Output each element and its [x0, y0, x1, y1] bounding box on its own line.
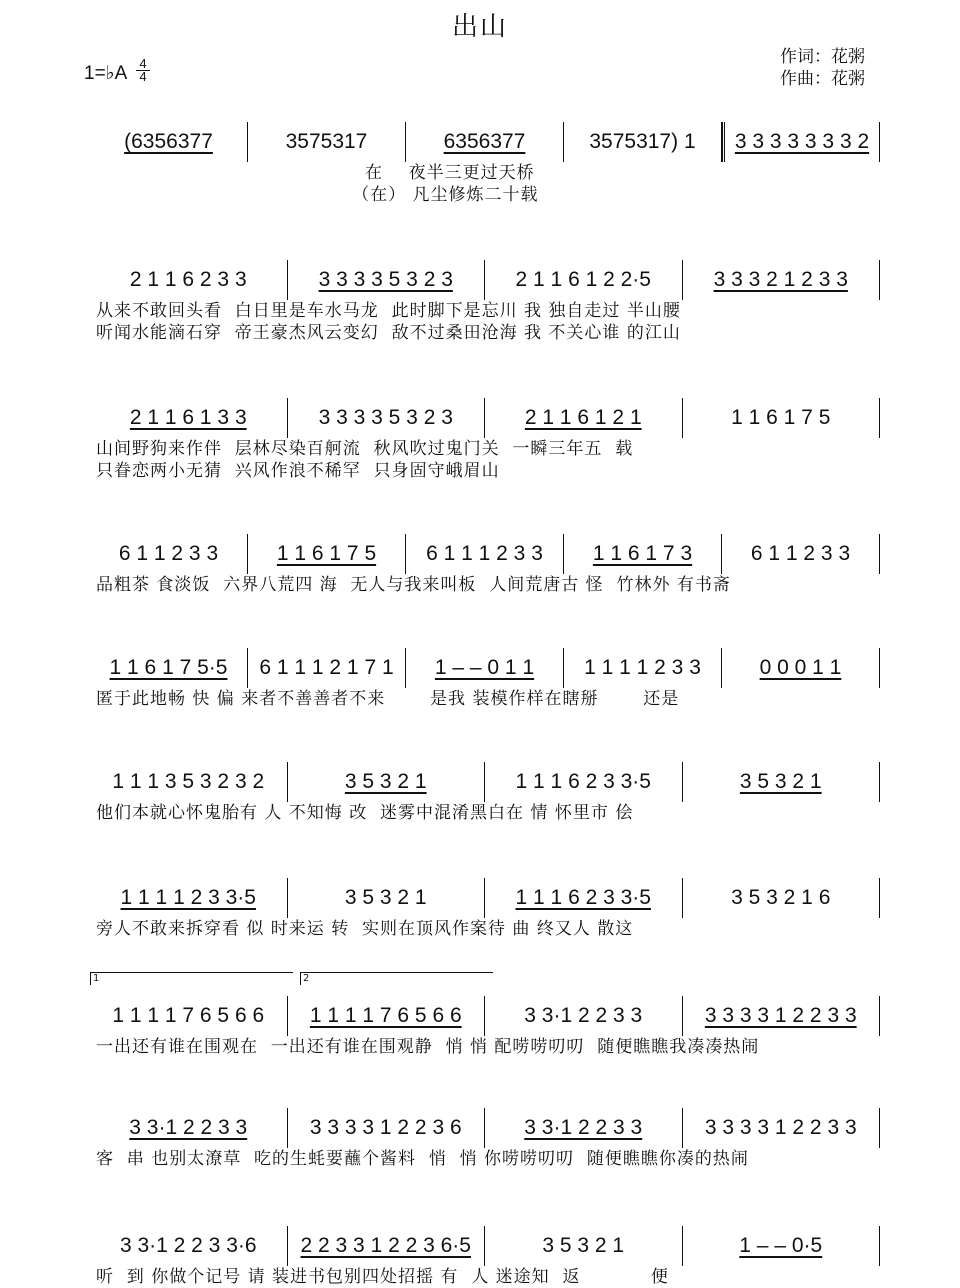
measure — [90, 398, 288, 438]
time-signature-bottom: 4 — [139, 69, 147, 84]
score-system — [90, 534, 880, 596]
measure-notes: 1 1 1 1 2 3 3 — [584, 656, 701, 679]
measure-notes: 1 1 1 6 2 3 3·5 — [515, 770, 651, 793]
lyric-line: 听 到 你做个记号 请 装进书包别四处招摇 有 人 迷途知 返 便 — [96, 1267, 669, 1287]
measure-notes: 2 1 1 6 1 3 3 — [129, 406, 247, 429]
measure-notes: 6 1 1 1 2 3 3 — [426, 542, 543, 565]
page-title: 出山 — [451, 12, 508, 42]
measure — [288, 762, 486, 802]
measure-notes: 1 1 1 6 2 3 3·5 — [515, 886, 651, 909]
measure — [683, 1226, 881, 1266]
measure-notes: 3 3 3 3 1 2 2 3 3 — [704, 1004, 857, 1027]
measure — [564, 122, 722, 162]
measure — [485, 1226, 683, 1266]
measure — [90, 996, 288, 1036]
measure-notes: 1 1 1 1 2 3 3·5 — [120, 886, 256, 909]
measure-notes: 3 5 3 2 1 — [344, 770, 427, 793]
score-system — [90, 1226, 880, 1288]
measure-notes: 3 5 3 2 1 — [344, 886, 427, 909]
measure — [90, 762, 288, 802]
lyric-line: 一出还有谁在围观在 一出还有谁在围观静 悄 悄 配唠唠叨叨 随便瞧瞧我凑凑热闹 — [96, 1037, 760, 1057]
measure-notes: 3 5 3 2 1 — [739, 770, 822, 793]
lyric-line: 山间野狗来作伴 层林尽染百舸流 秋风吹过鬼门关 一瞬三年五 载 — [96, 439, 634, 459]
measure-notes: 2 1 1 6 1 2 1 — [524, 406, 642, 429]
score-system — [90, 878, 880, 940]
measure — [683, 260, 881, 300]
measure — [485, 1108, 683, 1148]
measure — [683, 398, 881, 438]
lyric-line: 客 串 也别太潦草 吃的生蚝要蘸个酱料 悄 悄 你唠唠叨叨 随便瞧瞧你凑的热闹 — [96, 1149, 749, 1169]
lyric-line: 在 夜半三更过天桥 — [96, 163, 535, 183]
measure-notes: 6 1 1 2 3 3 — [750, 542, 851, 565]
staff-line — [90, 996, 880, 1036]
measure-notes: 3 3·1 2 2 3 3 — [129, 1116, 248, 1139]
measure — [683, 878, 881, 918]
measure-notes: 1 1 1 3 5 3 2 3 2 — [112, 770, 265, 793]
staff-line — [90, 762, 880, 802]
measure-notes: 3 3·1 2 2 3 3 — [524, 1116, 643, 1139]
volta-bracket: 2 — [300, 972, 493, 985]
measure-notes: 1 1 1 1 7 6 5 6 6 — [112, 1004, 265, 1027]
measure-notes: 6356377 — [443, 130, 526, 153]
measure-notes: 3 5 3 2 1 — [542, 1234, 625, 1257]
measure-notes: 1 – – 0 1 1 — [434, 656, 535, 679]
measure-notes: 3575317 — [285, 130, 368, 153]
staff-line — [90, 122, 880, 162]
measure-notes: 1 1 1 1 7 6 5 6 6 — [309, 1004, 462, 1027]
measure — [485, 398, 683, 438]
measure-notes: 3 3 3 2 1 2 3 3 — [713, 268, 848, 291]
measure-notes: 3575317) 1 — [589, 130, 696, 153]
volta-bracket: 1 — [90, 972, 293, 985]
lyricist-credit: 作词：花粥 — [780, 47, 865, 67]
staff-line — [90, 648, 880, 688]
measure-notes: 2 1 1 6 2 3 3 — [129, 268, 247, 291]
staff-line — [90, 1226, 880, 1266]
score-system — [90, 973, 880, 1058]
measure — [485, 260, 683, 300]
staff-line — [90, 1108, 880, 1148]
credits — [780, 46, 865, 90]
measure — [248, 534, 406, 574]
measure-notes: 3 3·1 2 2 3 3 — [524, 1004, 643, 1027]
time-signature-top: 4 — [136, 58, 150, 71]
key-signature — [84, 62, 127, 85]
measure — [288, 398, 486, 438]
measure — [564, 534, 722, 574]
measure — [564, 648, 722, 688]
measure-notes: 6 1 1 1 2 1 7 1 — [259, 656, 394, 679]
score-system — [90, 1108, 880, 1170]
score-system — [90, 398, 880, 482]
lyric-line: 他们本就心怀鬼胎有 人 不知悔 改 迷雾中混淆黑白在 情 怀里市 侩 — [96, 803, 634, 823]
measure — [248, 648, 406, 688]
score-system — [90, 648, 880, 710]
staff-line — [90, 878, 880, 918]
measure-notes: 1 1 6 1 7 5 — [731, 406, 831, 429]
measure — [90, 1108, 288, 1148]
measure — [722, 122, 880, 162]
measure-notes: 3 3 3 3 1 2 2 3 6 — [309, 1116, 462, 1139]
measure — [90, 260, 288, 300]
measure — [485, 996, 683, 1036]
measure-notes: 3 3·1 2 2 3 3·6 — [119, 1234, 257, 1257]
measure — [90, 648, 248, 688]
measure-notes: 1 – – 0·5 — [739, 1234, 823, 1257]
measure — [722, 648, 880, 688]
measure — [406, 534, 564, 574]
measure — [90, 878, 288, 918]
lyric-line: 旁人不敢来拆穿看 似 时来运 转 实则在顶风作案待 曲 终又人 散这 — [96, 919, 634, 939]
score-system — [90, 260, 880, 344]
lyric-line: 品粗茶 食淡饭 六界八荒四 海 无人与我来叫板 人间荒唐古 怪 竹林外 有书斋 — [96, 575, 731, 595]
measure-notes: 3 3 3 3 3 3 3 2 — [734, 130, 870, 153]
staff-line — [90, 260, 880, 300]
measure — [288, 1226, 486, 1266]
measure-notes: 0 0 0 1 1 — [759, 656, 842, 679]
measure — [288, 1108, 486, 1148]
measure — [90, 122, 248, 162]
measure — [248, 122, 406, 162]
measure — [288, 996, 486, 1036]
measure — [683, 996, 881, 1036]
key-label: 1=♭A — [84, 63, 128, 84]
time-signature — [136, 58, 150, 83]
measure-notes: 3 3 3 3 5 3 2 3 — [318, 406, 453, 429]
lyric-line: 只眷恋两小无猜 兴风作浪不稀罕 只身固守峨眉山 — [96, 461, 500, 481]
score-system — [90, 762, 880, 824]
staff-line — [90, 534, 880, 574]
measure — [683, 762, 881, 802]
measure-notes: 3 5 3 2 1 6 — [731, 886, 831, 909]
measure-notes: 1 1 6 1 7 5 — [276, 542, 377, 565]
measure — [406, 648, 564, 688]
measure-notes: 3 3 3 3 5 3 2 3 — [318, 268, 453, 291]
measure — [90, 1226, 288, 1266]
measure-notes: (6356377 — [124, 130, 213, 153]
composer-credit: 作曲：花粥 — [780, 69, 865, 89]
measure-notes: 1 1 6 1 7 5·5 — [109, 656, 228, 679]
measure — [722, 534, 880, 574]
lyric-line: 从来不敢回头看 白日里是车水马龙 此时脚下是忘川 我 独自走过 半山腰 — [96, 301, 681, 321]
lyric-line: 听闻水能滴石穿 帝王豪杰风云变幻 敌不过桑田沧海 我 不关心谁 的江山 — [96, 323, 681, 343]
measure — [288, 878, 486, 918]
measure-notes: 2 1 1 6 1 2 2·5 — [515, 268, 651, 291]
lyric-line: 匿于此地畅 快 偏 来者不善善者不来 是我 装模作样在瞎掰 还是 — [96, 689, 680, 709]
lyric-line: （在） 凡尘修炼二十载 — [96, 185, 539, 205]
staff-line — [90, 398, 880, 438]
measure-notes: 3 3 3 3 1 2 2 3 3 — [704, 1116, 857, 1139]
measure — [485, 762, 683, 802]
score-system — [90, 122, 880, 206]
measure — [406, 122, 564, 162]
measure — [485, 878, 683, 918]
measure — [90, 534, 248, 574]
measure-notes: 2 2 3 3 1 2 2 3 6·5 — [300, 1234, 471, 1257]
measure — [683, 1108, 881, 1148]
measure-notes: 6 1 1 2 3 3 — [118, 542, 219, 565]
measure-notes: 1 1 6 1 7 3 — [592, 542, 693, 565]
measure — [288, 260, 486, 300]
